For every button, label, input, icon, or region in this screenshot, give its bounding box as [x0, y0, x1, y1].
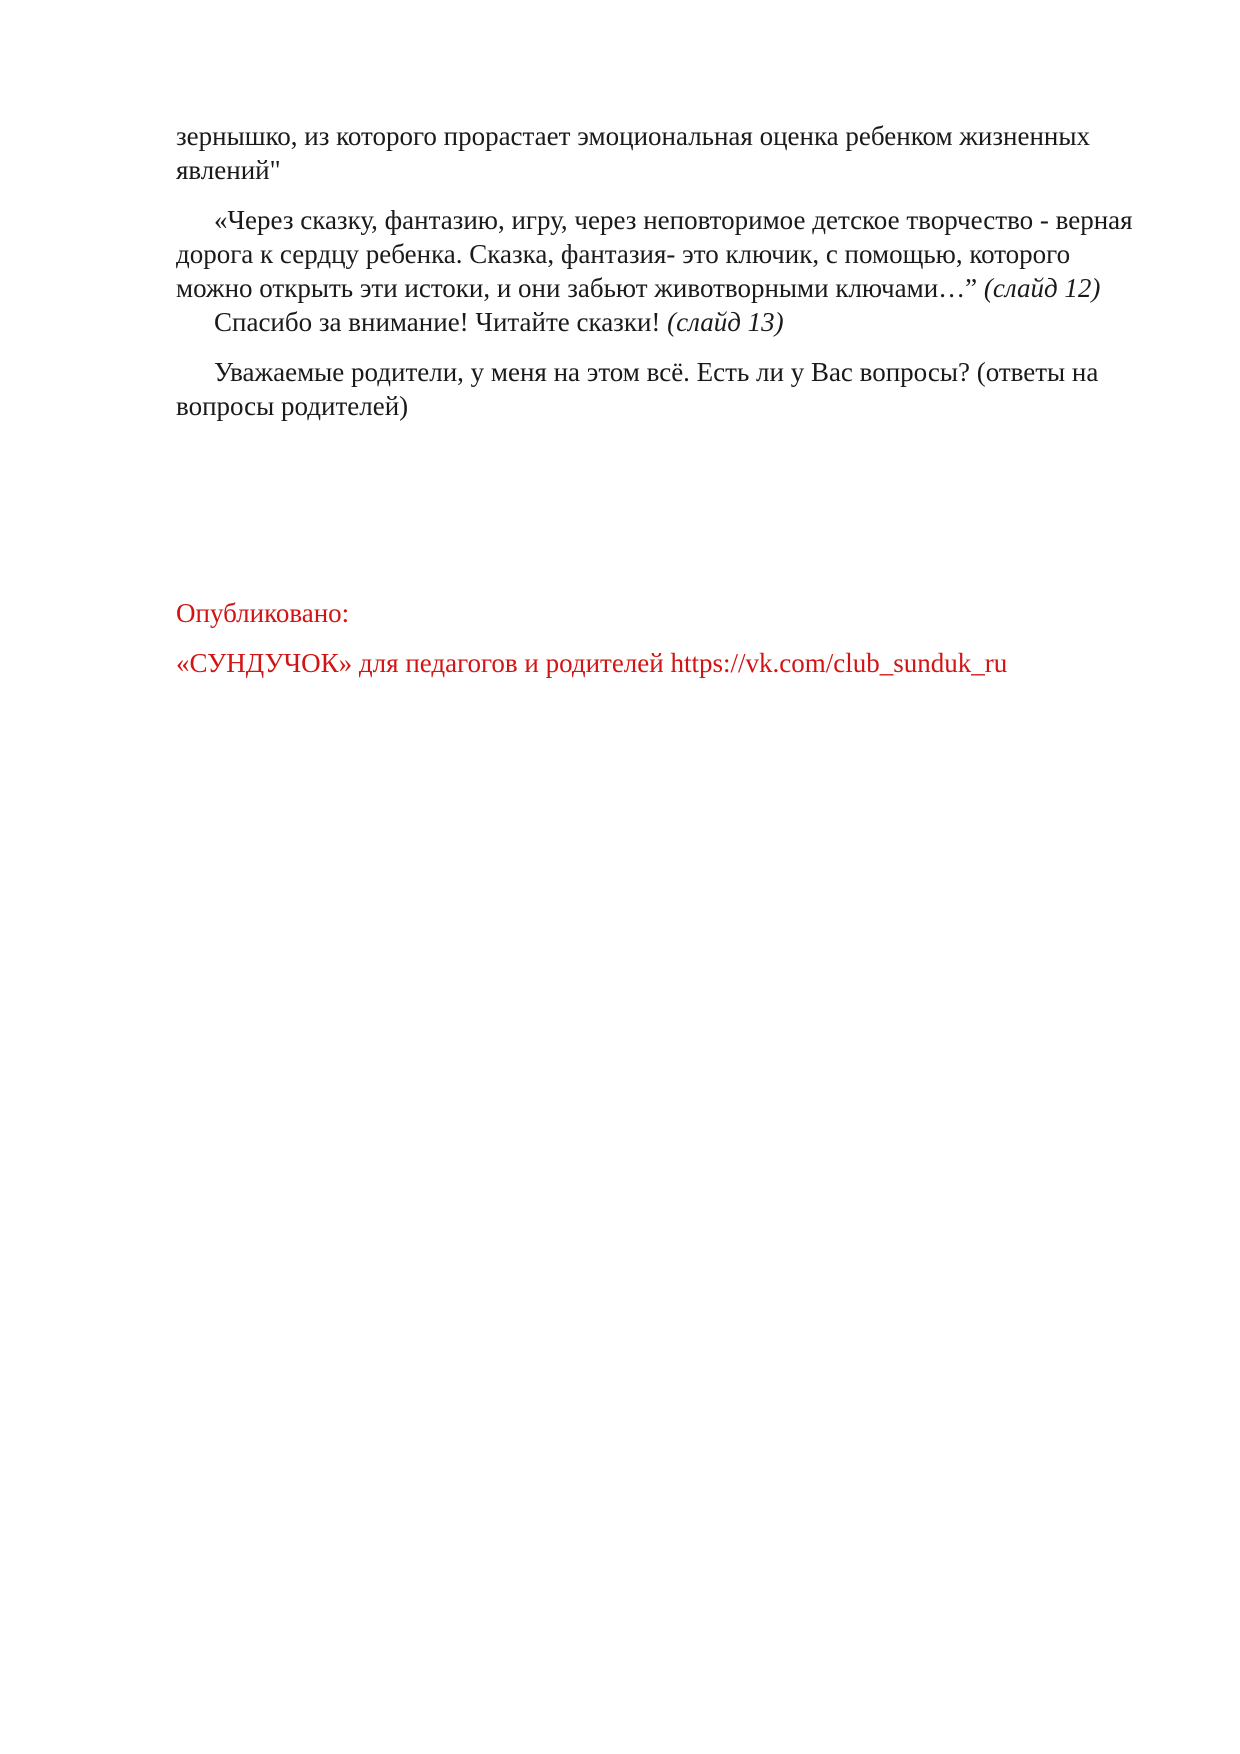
publication-label: Опубликовано:	[176, 598, 350, 628]
document-body	[176, 119, 1144, 423]
paragraph-thanks	[176, 305, 1144, 339]
paragraph-questions: Уважаемые родители, у меня на этом всё. Есть ли у Вас вопросы? (ответы на вопросы родителей)	[176, 357, 1099, 421]
slide-reference-13: (слайд 13)	[667, 307, 784, 337]
publication-source: «СУНДУЧОК» для педагогов и родителей https://vk.com/club_sunduk_ru	[176, 648, 1008, 678]
publication-block	[176, 596, 1144, 680]
slide-reference-12: (слайд 12)	[983, 273, 1101, 303]
paragraph-quote	[176, 203, 1144, 305]
quote-text: «Через сказку, фантазию, игру, через неповторимое детское творчество - верная дорога к сердцу ребенка. Сказка, фантазия- это ключик, с помощью, которого можно открыть эти истоки, и они забьют животворными ключами…”	[176, 205, 1133, 303]
thanks-text: Спасибо за внимание! Читайте сказки!	[214, 307, 668, 337]
paragraph-continuation: зернышко, из которого прорастает эмоциональная оценка ребенком жизненных явлений"	[176, 121, 1091, 185]
